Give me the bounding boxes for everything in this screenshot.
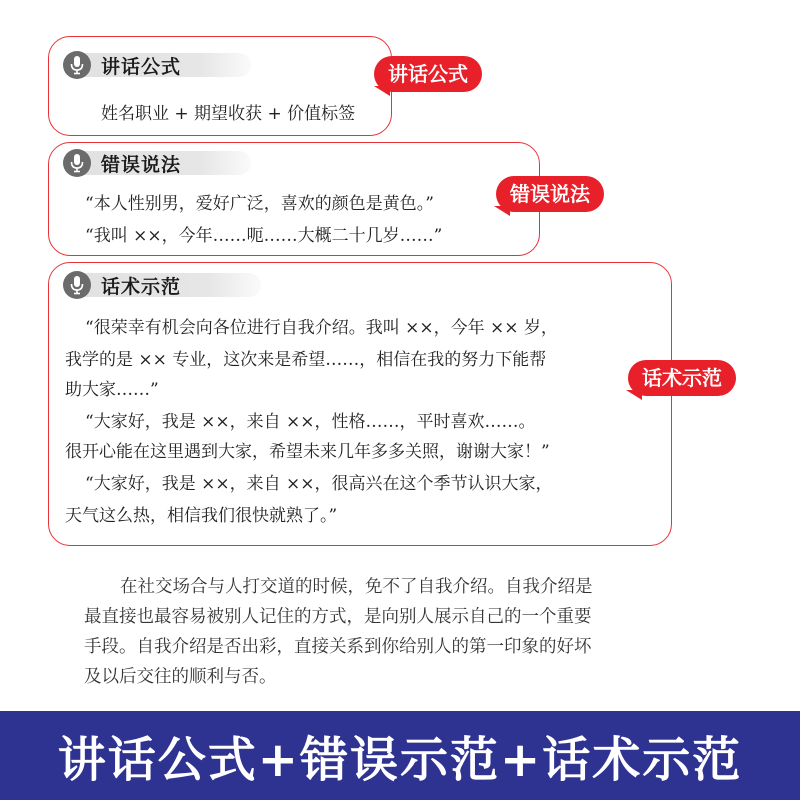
wrong-box xyxy=(48,142,540,256)
paragraph-line-3: 手段。自我介绍是否出彩，直接关系到你给别人的第一印象的好坏 xyxy=(84,637,592,657)
wrong-heading-label: 错误说法 xyxy=(83,151,251,175)
demo-line-3: 助大家……” xyxy=(65,380,159,400)
formula-line: 姓名职业 + 期望收获 + 价值标签 xyxy=(101,104,356,124)
formula-heading xyxy=(63,51,251,79)
wrong-line-1: “本人性别男，爱好广泛，喜欢的颜色是黄色。” xyxy=(85,194,434,214)
formula-tag: 讲话公式 xyxy=(374,56,482,92)
banner-text: 讲话公式+错误示范+话术示范 xyxy=(57,732,743,788)
microphone-icon xyxy=(63,149,91,177)
demo-line-6: “大家好，我是 ××，来自 ××，很高兴在这个季节认识大家， xyxy=(85,474,553,494)
demo-line-7: 天气这么热，相信我们很快就熟了。” xyxy=(65,506,338,526)
demo-tag: 话术示范 xyxy=(628,360,736,396)
demo-line-1: “很荣幸有机会向各位进行自我介绍。我叫 ××，今年 ×× 岁， xyxy=(85,318,558,338)
bottom-banner xyxy=(0,711,800,800)
paragraph-line-4: 及以后交往的顺利与否。 xyxy=(84,667,277,687)
wrong-line-2: “我叫 ××，今年……呃……大概二十几岁……” xyxy=(85,226,443,246)
demo-heading-label: 话术示范 xyxy=(83,273,261,297)
wrong-tag-pointer xyxy=(494,206,510,216)
microphone-icon xyxy=(63,271,91,299)
demo-line-5: 很开心能在这里遇到大家，希望未来几年多多关照，谢谢大家！” xyxy=(65,442,550,462)
intro-paragraph xyxy=(84,572,644,692)
microphone-icon xyxy=(63,51,91,79)
formula-tag-pointer xyxy=(374,86,390,96)
formula-heading-label: 讲话公式 xyxy=(83,53,251,77)
wrong-tag: 错误说法 xyxy=(496,176,604,212)
demo-tag-pointer xyxy=(626,390,642,400)
demo-line-2: 我学的是 ×× 专业，这次来是希望……，相信在我的努力下能帮 xyxy=(65,350,547,370)
demo-box xyxy=(48,262,672,546)
demo-line-4: “大家好，我是 ××，来自 ××，性格……，平时喜欢……。 xyxy=(85,412,536,432)
paragraph-line-1: 在社交场合与人打交道的时候，免不了自我介绍。自我介绍是 xyxy=(120,577,593,597)
paragraph-line-2: 最直接也最容易被别人记住的方式，是向别人展示自己的一个重要 xyxy=(84,607,592,627)
wrong-heading xyxy=(63,149,251,177)
formula-box xyxy=(48,36,392,136)
demo-heading xyxy=(63,271,261,299)
